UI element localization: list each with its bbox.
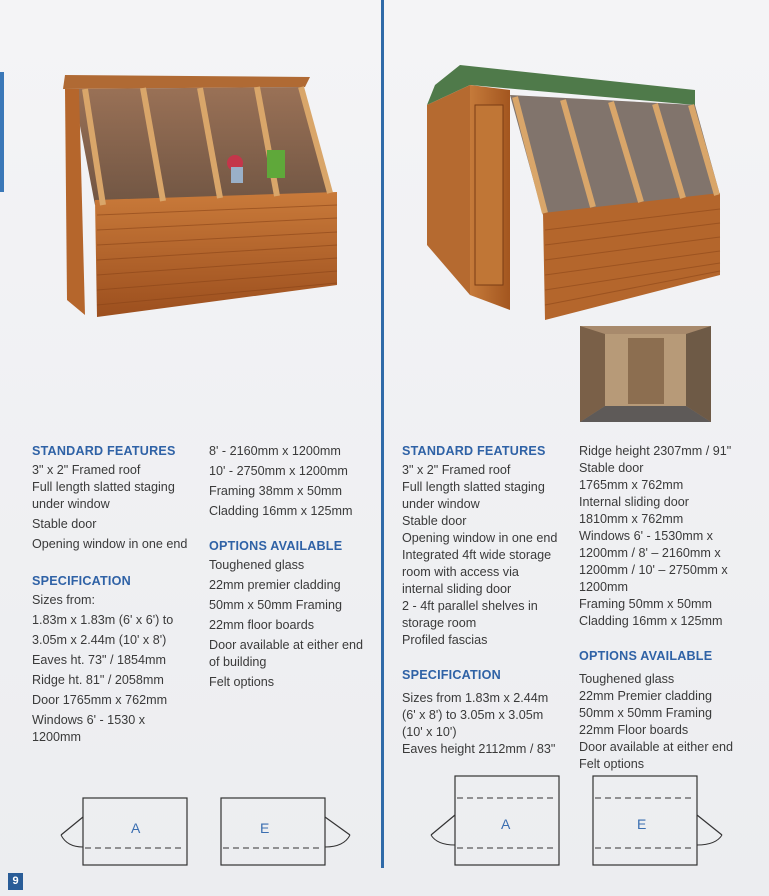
spec-item: 8' - 2160mm x 1200mm bbox=[209, 444, 341, 458]
feature-item: Full length slatted staging bbox=[32, 480, 175, 494]
option-item: Door available at either end bbox=[209, 638, 364, 652]
center-divider bbox=[381, 0, 384, 868]
right-options-column bbox=[579, 443, 767, 773]
plan-label: E bbox=[260, 820, 270, 836]
left-options-column bbox=[209, 443, 379, 691]
spec-item: Ridge ht. 81" / 2058mm bbox=[32, 673, 164, 687]
option-item: Door available at either end bbox=[579, 740, 734, 754]
spec-item: Framing 38mm x 50mm bbox=[209, 484, 342, 498]
feature-item: 3" x 2" Framed roof bbox=[402, 463, 511, 477]
feature-item: Profiled fascias bbox=[402, 633, 488, 647]
floor-plan-e-left bbox=[218, 795, 358, 870]
left-options-heading: OPTIONS AVAILABLE bbox=[209, 539, 343, 553]
potting-shed-photo bbox=[55, 55, 350, 320]
interior-storage-photo bbox=[580, 326, 711, 422]
plan-label: A bbox=[131, 820, 141, 836]
spec-item: 1810mm x 762mm bbox=[579, 512, 684, 526]
feature-item: Stable door bbox=[402, 514, 467, 528]
floor-plan-a-right bbox=[425, 773, 565, 868]
right-standard-features-heading: STANDARD FEATURES bbox=[402, 444, 546, 458]
spec-item: Sizes from: bbox=[32, 593, 95, 607]
feature-item: 2 - 4ft parallel shelves in bbox=[402, 599, 538, 613]
feature-item: Opening window in one end bbox=[32, 537, 188, 551]
feature-item: Stable door bbox=[32, 517, 97, 531]
spec-item: (10' x 10') bbox=[402, 725, 457, 739]
spec-item: 1200mm / 10' – 2750mm x bbox=[579, 563, 728, 577]
option-item: 22mm Floor boards bbox=[579, 723, 689, 737]
left-standard-features-heading: STANDARD FEATURES bbox=[32, 444, 176, 458]
spec-item: Internal sliding door bbox=[579, 495, 689, 509]
spec-item: 1765mm x 762mm bbox=[579, 478, 684, 492]
spec-item: Cladding 16mm x 125mm bbox=[209, 504, 353, 518]
right-features-column bbox=[402, 443, 580, 758]
option-item: Felt options bbox=[209, 675, 275, 689]
option-item: 22mm Premier cladding bbox=[579, 689, 712, 703]
option-item: of building bbox=[209, 655, 267, 669]
spec-item: Windows 6' - 1530mm x bbox=[579, 529, 713, 543]
plan-label: A bbox=[501, 816, 511, 832]
spec-item: Eaves ht. 73" / 1854mm bbox=[32, 653, 166, 667]
spec-item: 10' - 2750mm x 1200mm bbox=[209, 464, 348, 478]
spec-item: Windows 6' - 1530 x bbox=[32, 713, 145, 727]
plan-label: E bbox=[637, 816, 647, 832]
spec-item: 1200mm bbox=[579, 580, 628, 594]
option-item: 50mm x 50mm Framing bbox=[579, 706, 712, 720]
floor-plan-e-right bbox=[590, 773, 730, 868]
right-specification-heading: SPECIFICATION bbox=[402, 668, 501, 682]
option-item: Toughened glass bbox=[579, 672, 675, 686]
floor-plan-a-left bbox=[55, 795, 195, 870]
right-options-heading: OPTIONS AVAILABLE bbox=[579, 649, 713, 663]
potting-store-shed-photo bbox=[415, 45, 730, 330]
feature-item: storage room bbox=[402, 616, 477, 630]
feature-item: under window bbox=[402, 497, 480, 511]
spec-item: 1.83m x 1.83m (6' x 6') to bbox=[32, 613, 174, 627]
spec-item: 3.05m x 2.44m (10' x 8') bbox=[32, 633, 167, 647]
option-item: Toughened glass bbox=[209, 558, 305, 572]
left-features-column bbox=[32, 443, 212, 746]
feature-item: room with access via bbox=[402, 565, 519, 579]
feature-item: under window bbox=[32, 497, 110, 511]
spec-item: Stable door bbox=[579, 461, 644, 475]
option-item: Felt options bbox=[579, 757, 645, 771]
feature-item: Integrated 4ft wide storage bbox=[402, 548, 552, 562]
spec-item: Ridge height 2307mm / 91" bbox=[579, 444, 732, 458]
spec-item: 1200mm / 8' – 2160mm x bbox=[579, 546, 721, 560]
spec-item: Sizes from 1.83m x 2.44m bbox=[402, 691, 549, 705]
feature-item: 3" x 2" Framed roof bbox=[32, 463, 141, 477]
feature-item: internal sliding door bbox=[402, 582, 512, 596]
left-specification-heading: SPECIFICATION bbox=[32, 574, 131, 588]
option-item: 50mm x 50mm Framing bbox=[209, 598, 342, 612]
spec-item: Framing 50mm x 50mm bbox=[579, 597, 712, 611]
option-item: 22mm premier cladding bbox=[209, 578, 341, 592]
spec-item: 1200mm bbox=[32, 730, 81, 744]
page-number: 9 bbox=[8, 873, 23, 890]
spec-item: Eaves height 2112mm / 83" bbox=[402, 742, 556, 756]
spec-item: Cladding 16mm x 125mm bbox=[579, 614, 723, 628]
option-item: 22mm floor boards bbox=[209, 618, 314, 632]
feature-item: Full length slatted staging bbox=[402, 480, 545, 494]
page-edge-tab bbox=[0, 72, 4, 192]
feature-item: Opening window in one end bbox=[402, 531, 558, 545]
spec-item: (6' x 8') to 3.05m x 3.05m bbox=[402, 708, 544, 722]
spec-item: Door 1765mm x 762mm bbox=[32, 693, 168, 707]
